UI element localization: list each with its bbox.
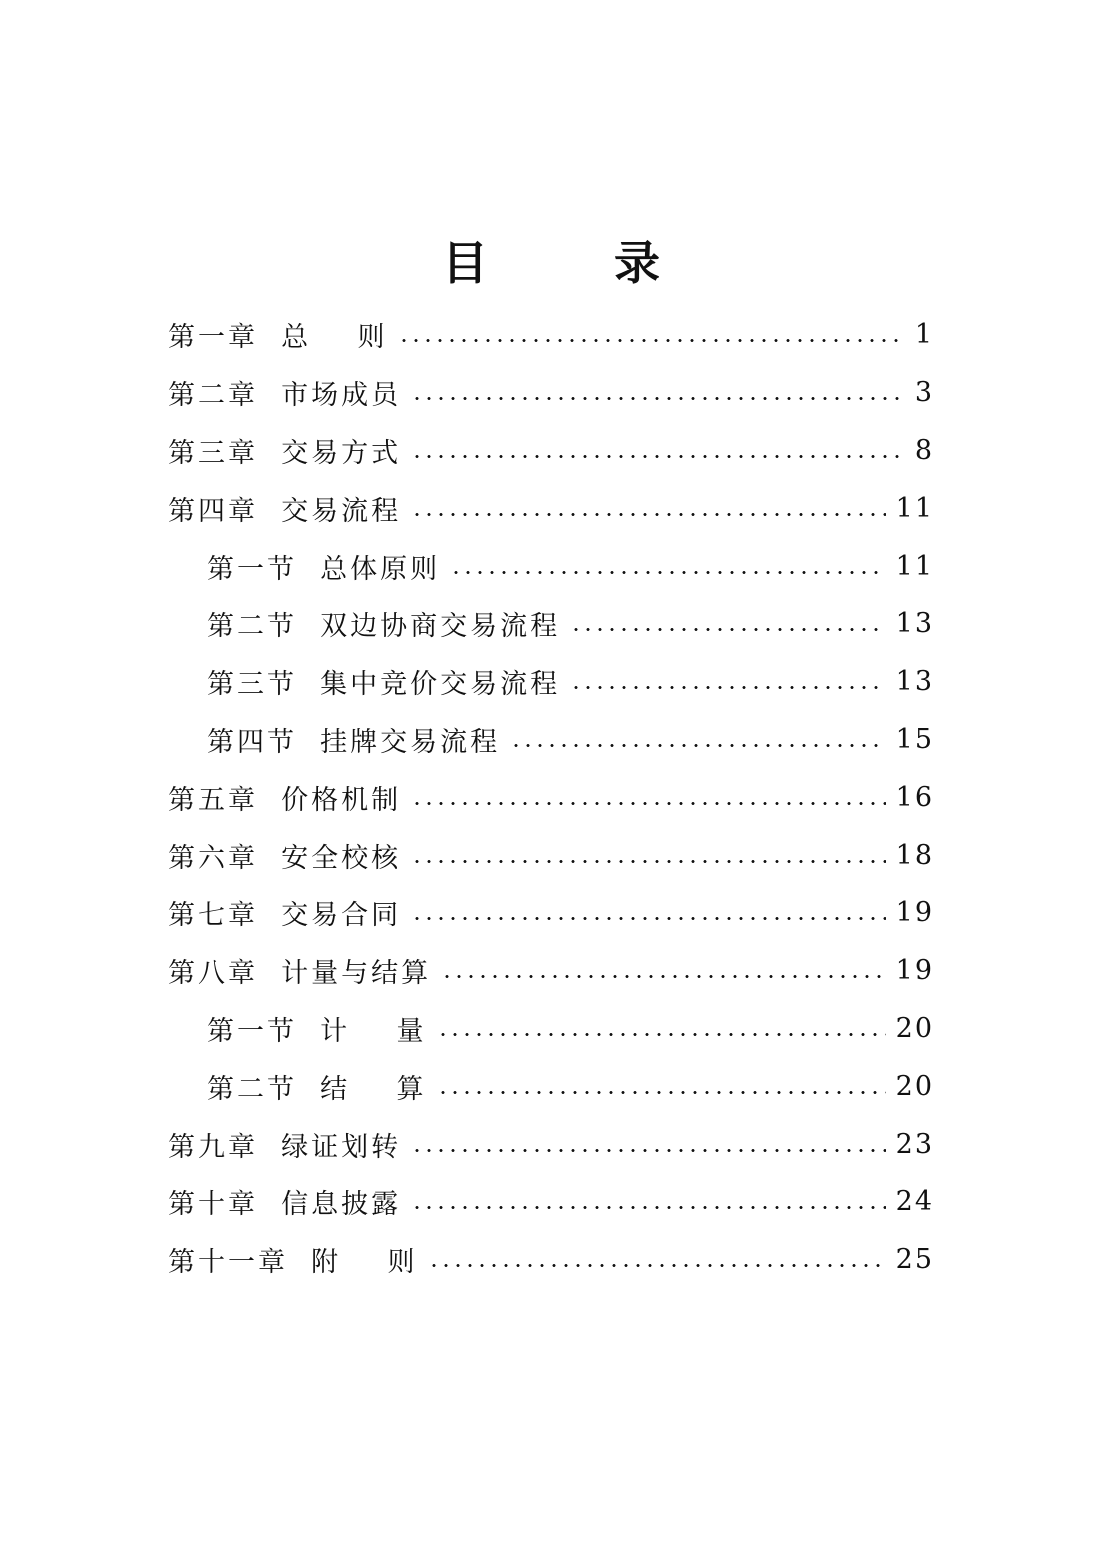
toc-page-number: 19	[895, 955, 934, 987]
toc-entry[interactable]	[0, 768, 1102, 826]
toc-subentry[interactable]	[0, 537, 1102, 595]
dot-leader	[411, 1149, 885, 1152]
toc-page-number: 23	[895, 1128, 934, 1160]
toc-entry-label: 第三章 交易方式	[168, 437, 402, 469]
toc-page-number: 1	[914, 319, 934, 351]
toc-entry[interactable]	[0, 942, 1102, 1000]
toc-page-number: 13	[895, 666, 934, 698]
dot-leader	[450, 571, 885, 574]
toc-page-number: 18	[895, 839, 934, 871]
toc-entry-label: 第二节 双边协商交易流程	[207, 611, 561, 643]
toc-subentry[interactable]	[0, 1057, 1102, 1115]
toc-page-number: 8	[914, 434, 934, 466]
toc-page-number: 3	[914, 377, 934, 409]
toc-page-number: 25	[895, 1244, 934, 1276]
toc-subentry[interactable]	[0, 711, 1102, 769]
dot-leader	[411, 397, 905, 400]
dot-leader	[411, 455, 905, 458]
toc-entry-label: 第一节 计 量	[207, 1015, 427, 1047]
dot-leader	[570, 628, 885, 631]
toc-entry[interactable]	[0, 364, 1102, 422]
dot-leader	[398, 339, 905, 342]
toc-entry-label: 第八章 计量与结算	[168, 958, 432, 990]
toc-page-number: 24	[895, 1186, 934, 1218]
toc-entry-label: 第六章 安全校核	[168, 842, 402, 874]
toc-entry[interactable]	[0, 826, 1102, 884]
toc-page-number: 13	[895, 608, 934, 640]
toc-title: 目 录	[442, 236, 700, 290]
toc-entry[interactable]	[0, 884, 1102, 942]
toc-subentry[interactable]	[0, 1000, 1102, 1058]
dot-leader	[437, 1091, 886, 1094]
dot-leader	[411, 802, 885, 805]
toc-page-number: 20	[895, 1070, 934, 1102]
dot-leader	[441, 975, 885, 978]
dot-leader	[437, 1033, 886, 1036]
toc-entry[interactable]	[0, 479, 1102, 537]
toc-entry-label: 第三节 集中竞价交易流程	[207, 669, 561, 701]
dot-leader	[411, 917, 885, 920]
toc-entry-label: 第二章 市场成员	[168, 380, 402, 412]
toc-page-number: 20	[895, 1012, 934, 1044]
toc-entry-label: 第七章 交易合同	[168, 900, 402, 932]
dot-leader	[411, 1206, 885, 1209]
toc-page-number: 11	[895, 550, 934, 582]
toc-page-number: 16	[895, 781, 934, 813]
toc-entry-label: 第九章 绿证划转	[168, 1131, 402, 1163]
toc-entry[interactable]	[0, 1115, 1102, 1173]
dot-leader	[428, 1264, 886, 1267]
toc-entry-label: 第五章 价格机制	[168, 784, 402, 816]
toc-page-number: 19	[895, 897, 934, 929]
toc-entry-label: 第二节 结 算	[207, 1073, 427, 1105]
dot-leader	[411, 860, 885, 863]
dot-leader	[510, 744, 885, 747]
table-of-contents	[0, 306, 1102, 1289]
toc-subentry[interactable]	[0, 595, 1102, 653]
toc-page-number: 15	[895, 723, 934, 755]
toc-entry-label: 第十章 信息披露	[168, 1189, 402, 1221]
toc-entry-label: 第四节 挂牌交易流程	[207, 726, 501, 758]
toc-entry-label: 第四章 交易流程	[168, 495, 402, 527]
toc-entry[interactable]	[0, 1231, 1102, 1289]
toc-page-number: 11	[895, 492, 934, 524]
toc-entry[interactable]	[0, 1173, 1102, 1231]
toc-entry-label: 第十一章 附 则	[168, 1247, 418, 1279]
dot-leader	[411, 513, 885, 516]
toc-entry[interactable]	[0, 306, 1102, 364]
toc-entry-label: 第一节 总体原则	[207, 553, 441, 585]
dot-leader	[570, 686, 885, 689]
toc-subentry[interactable]	[0, 653, 1102, 711]
toc-entry[interactable]	[0, 422, 1102, 480]
toc-entry-label: 第一章 总 则	[168, 322, 388, 354]
